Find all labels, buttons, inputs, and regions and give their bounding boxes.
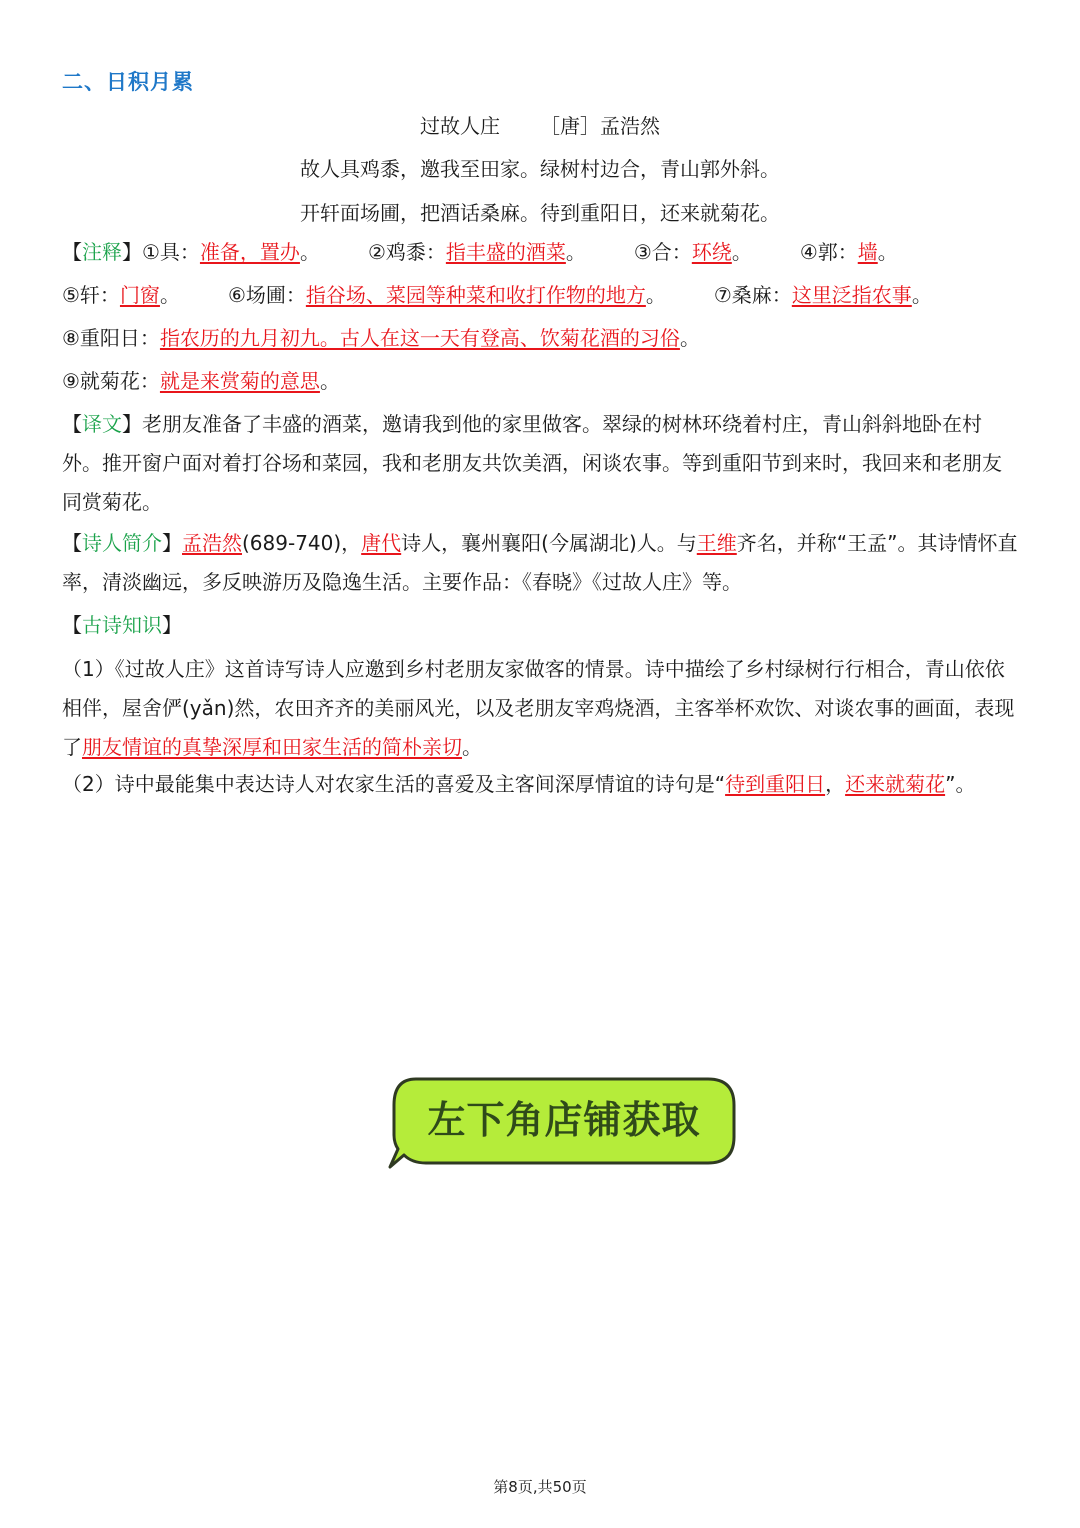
notes-tag: 【注释】 [62, 240, 142, 264]
notes-row-4 [62, 361, 1022, 401]
poet-peer: 王维 [696, 531, 737, 555]
poem-line-1: 故人具鸡黍，邀我至田家。绿树村边合，青山郭外斜。 [300, 157, 780, 181]
notes-row-1 [62, 232, 1022, 272]
poet-dynasty: 唐代 [361, 531, 402, 555]
promo-label: 左下角店铺获取 [427, 1098, 701, 1142]
note-2: ②鸡黍：指丰盛的酒菜。 [367, 240, 586, 264]
knowledge-answer-2b: 还来就菊花 [845, 772, 946, 796]
note-6: ⑥场圃：指谷场、菜园等种菜和收打作物的地方。 [227, 283, 666, 307]
note-3: ③合：环绕。 [633, 240, 752, 264]
poet-name: 孟浩然 [182, 531, 242, 555]
note-9: ⑨就菊花：就是来赏菊的意思。 [62, 369, 340, 393]
section-title: 二、日积月累 [62, 70, 194, 94]
knowledge-answer-1: 朋友情谊的真挚深厚和田家生活的简朴亲切 [82, 735, 462, 759]
note-8: ⑧重阳日：指农历的九月初九。古人在这一天有登高、饮菊花酒的习俗。 [62, 326, 700, 350]
poem-title: 过故人庄 [420, 114, 500, 138]
knowledge-answer-2a: 待到重阳日 [725, 772, 826, 796]
notes-row-2 [62, 275, 1022, 315]
knowledge-item-1: （1）《过故人庄》这首诗写诗人应邀到乡村老朋友家做客的情景。诗中描绘了乡村绿树行行相合，青山依依相伴，屋舍俨(yǎn)然，农田齐齐的美丽风光，以及老朋友宰鸡烧酒，主客举杯欢饮、对谈农事的画面，表现了朋友情谊的真挚深厚和田家生活的简朴亲切。 [62, 657, 1015, 759]
promo-speech-bubble[interactable] [386, 1075, 738, 1170]
notes-row-3 [62, 318, 1022, 358]
poem-line-2: 开轩面场圃，把酒话桑麻。待到重阳日，还来就菊花。 [300, 201, 780, 225]
page-number: 第8页,共50页 [493, 1478, 587, 1496]
poet-paragraph: 【诗人简介】孟浩然(689-740)，唐代诗人，襄州襄阳(今属湖北)人。与王维齐名，并称“王孟”。其诗情怀直率，清淡幽远，多反映游历及隐逸生活。主要作品：《春晓》《过故人庄》等。 [62, 531, 1018, 594]
poem-author: ［唐］孟浩然 [540, 114, 660, 138]
poem-heading [0, 110, 1080, 139]
knowledge-tag: 【古诗知识】 [62, 613, 182, 637]
translation-text: 老朋友准备了丰盛的酒菜，邀请我到他的家里做客。翠绿的树林环绕着村庄，青山斜斜地卧在村外。推开窗户面对着打谷场和菜园，我和老朋友共饮美酒，闲谈农事。等到重阳节到来时，我回来和老朋友同赏菊花。 [62, 412, 1002, 514]
note-7: ⑦桑麻：这里泛指农事。 [713, 283, 932, 307]
poet-tag: 【诗人简介】 [62, 531, 182, 555]
translation-tag: 【译文】 [62, 412, 142, 436]
knowledge-item-2: （2）诗中最能集中表达诗人对农家生活的喜爱及主客间深厚情谊的诗句是“待到重阳日，还来就菊花”。 [62, 772, 976, 796]
note-4: ④郭：墙。 [799, 240, 898, 264]
note-1: ①具：准备，置办。 [142, 240, 320, 264]
translation-paragraph [62, 405, 1020, 522]
note-5: ⑤轩：门窗。 [62, 283, 180, 307]
